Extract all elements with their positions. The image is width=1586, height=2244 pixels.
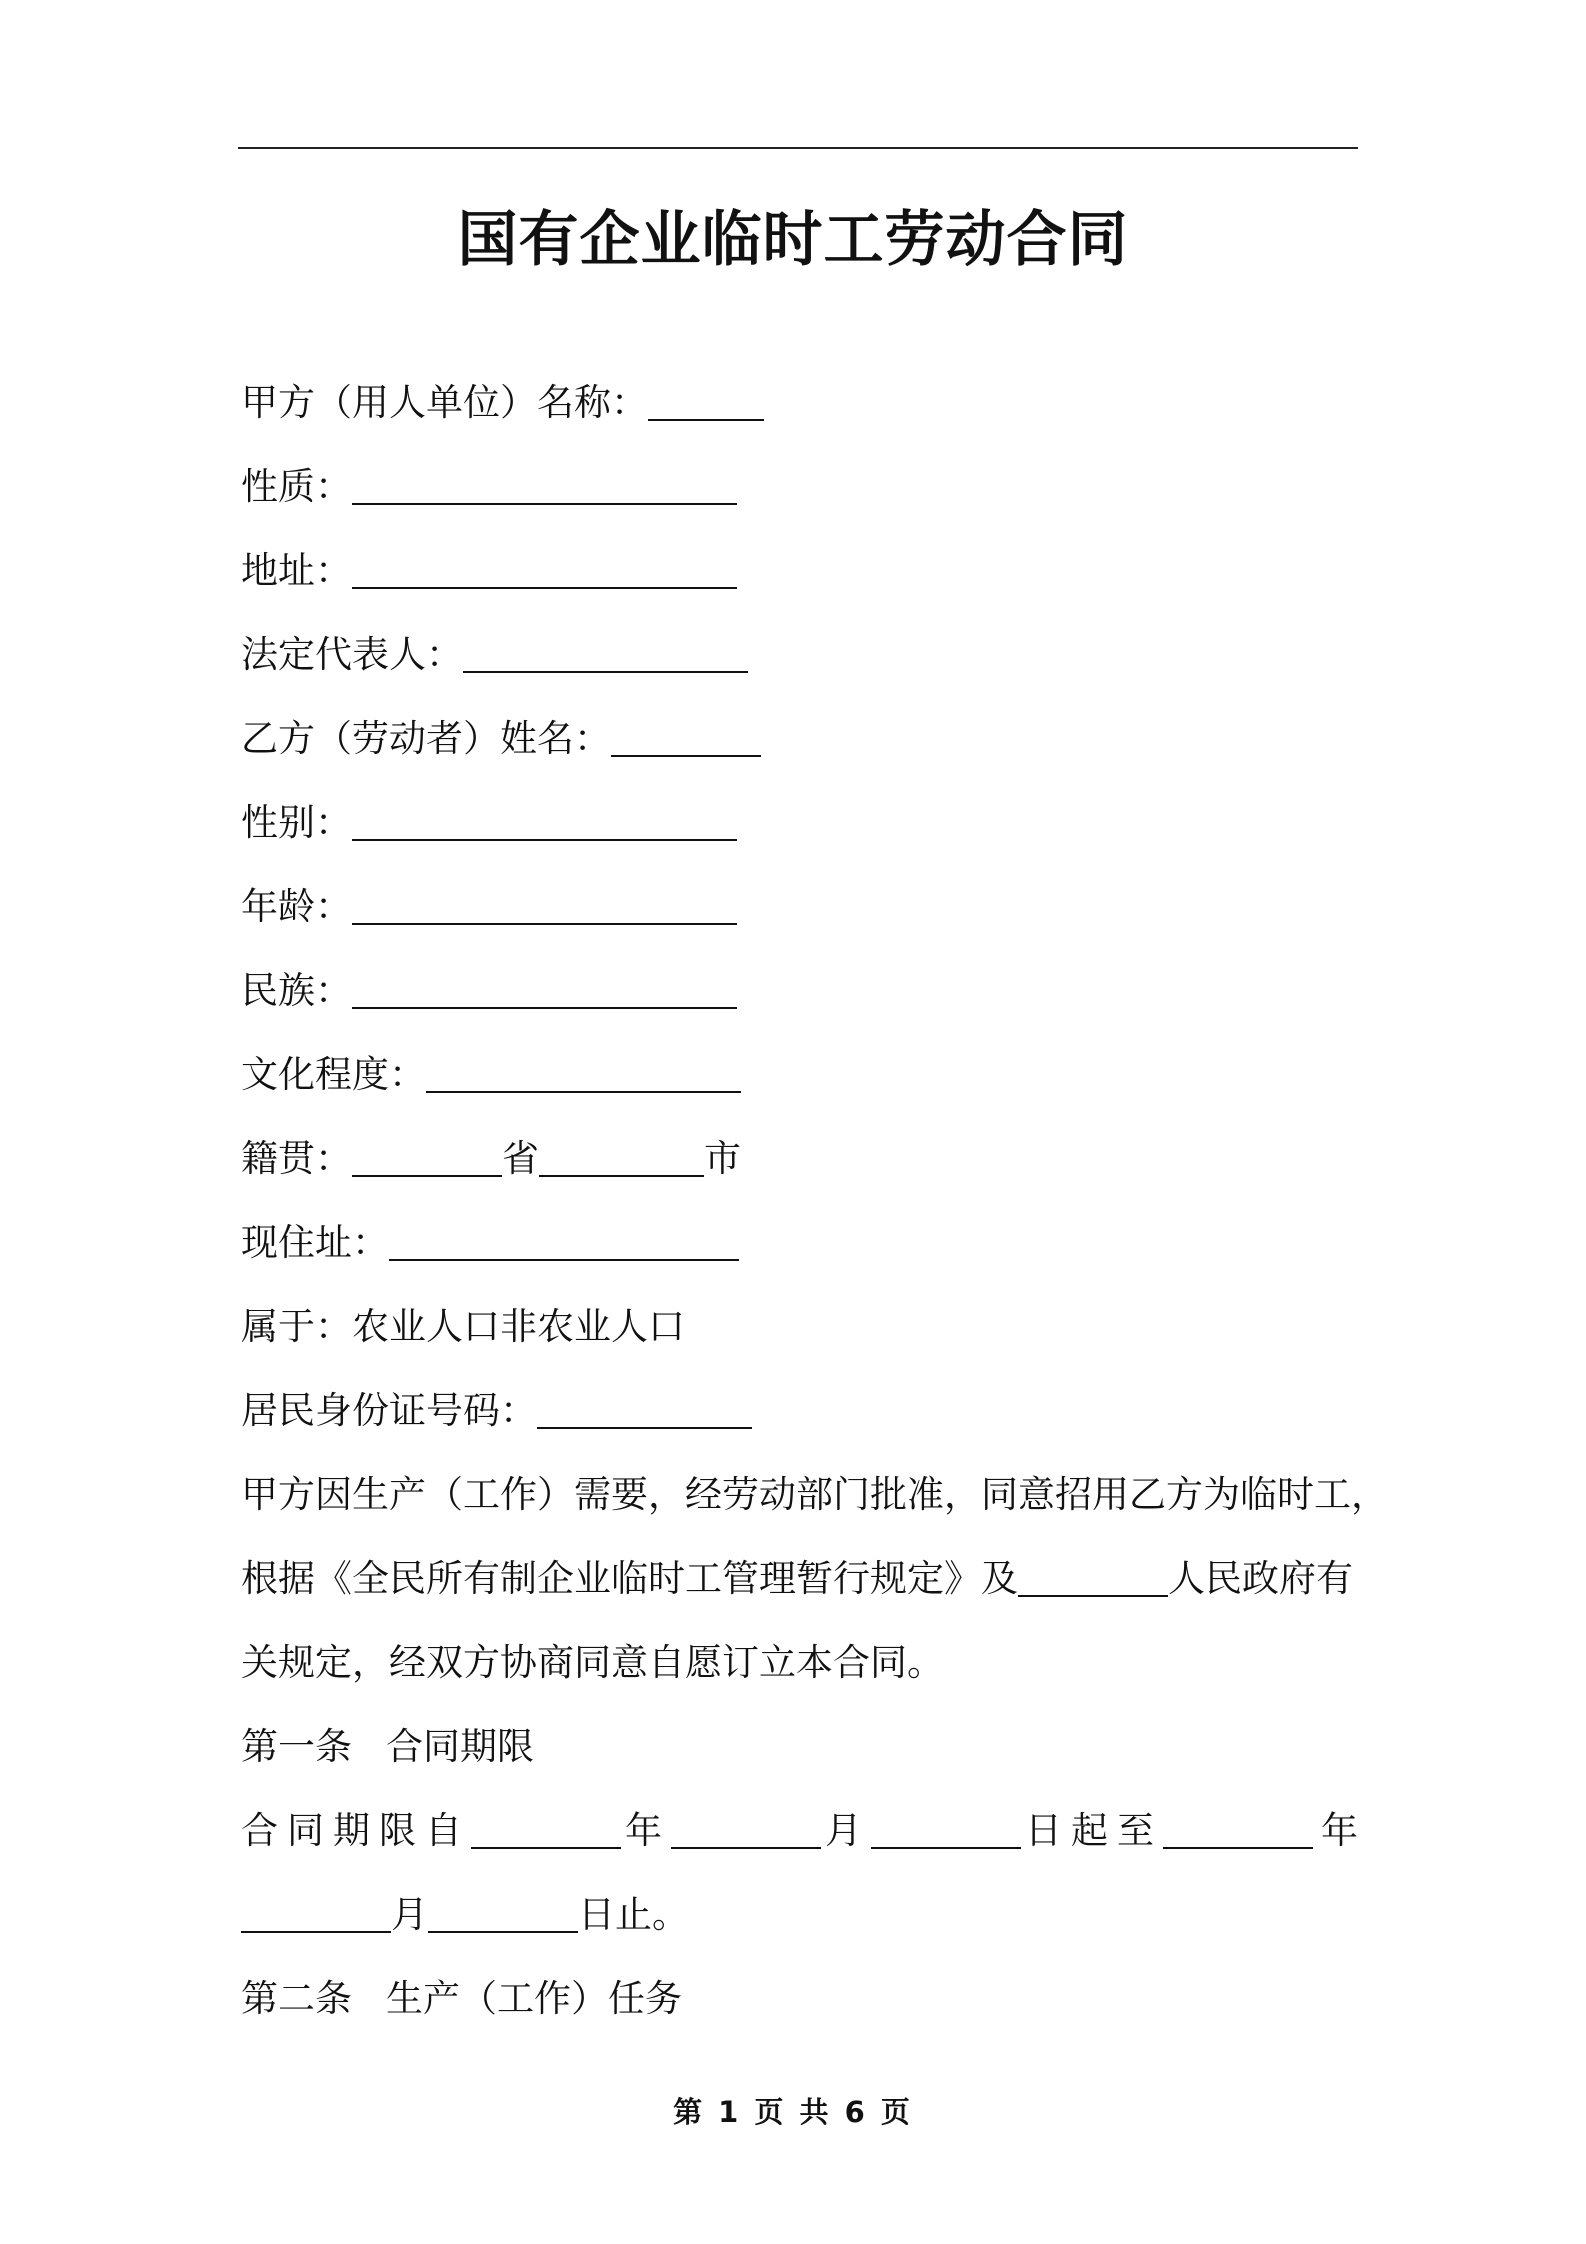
field-gender — [241, 798, 1391, 848]
blank-line — [352, 799, 737, 841]
field-label: 籍贯： — [241, 1137, 352, 1180]
article-2-heading — [241, 1974, 1391, 2024]
blank-line — [426, 1051, 741, 1093]
field-label: 乙方（劳动者）姓名： — [241, 717, 611, 760]
day-label: 日起至 — [1025, 1809, 1163, 1852]
blank-line — [463, 631, 748, 673]
month-label: 月 — [391, 1893, 428, 1936]
blank-line — [428, 1891, 578, 1933]
year-label: 年 — [625, 1809, 671, 1852]
paragraph-text: 关规定，经双方协商同意自愿订立本合同。 — [241, 1641, 944, 1684]
year-label: 年 — [1321, 1809, 1358, 1852]
article-number: 第一条 — [241, 1725, 352, 1768]
blank-line — [352, 967, 737, 1009]
blank-line — [241, 1891, 391, 1933]
field-label: 属于：农业人口非农业人口 — [241, 1305, 685, 1348]
blank-line — [1163, 1807, 1313, 1849]
blank-line — [352, 1135, 502, 1177]
field-label: 法定代表人： — [241, 633, 463, 676]
blank-line — [537, 1387, 752, 1429]
field-label: 民族： — [241, 969, 352, 1012]
intro-line-3 — [241, 1638, 1391, 1688]
paragraph-text: 合同期限自 — [241, 1809, 471, 1852]
blank-line — [1018, 1555, 1168, 1597]
blank-line — [539, 1135, 704, 1177]
city-label: 市 — [704, 1137, 741, 1180]
blank-line — [671, 1807, 821, 1849]
blank-line — [471, 1807, 621, 1849]
field-label: 甲方（用人单位）名称： — [241, 381, 648, 424]
blank-line — [648, 379, 764, 421]
field-label: 性别： — [241, 801, 352, 844]
document-title: 国有企业临时工劳动合同 — [457, 205, 1129, 275]
field-belongs — [241, 1302, 1391, 1352]
field-label: 性质： — [241, 465, 352, 508]
article-title: 合同期限 — [386, 1725, 534, 1768]
paragraph-text: 甲方因生产（工作）需要，经劳动部门批准，同意招用乙方为临时工， — [241, 1473, 1388, 1516]
blank-line — [389, 1219, 739, 1261]
page-number: 第 1 页 共 6 页 — [673, 2095, 913, 2129]
field-party-a-name — [241, 378, 1391, 428]
field-label: 现住址： — [241, 1221, 389, 1264]
field-current-address — [241, 1218, 1391, 1268]
blank-line — [611, 715, 761, 757]
paragraph-text: 人民政府有 — [1168, 1557, 1353, 1600]
field-id-number — [241, 1386, 1391, 1436]
blank-line — [352, 463, 737, 505]
field-legal-rep — [241, 630, 1391, 680]
article-1-term-line — [241, 1806, 1391, 1856]
field-age — [241, 882, 1391, 932]
field-party-b-name — [241, 714, 1391, 764]
intro-line-1 — [241, 1470, 1391, 1520]
blank-line — [352, 547, 737, 589]
article-number: 第二条 — [241, 1977, 352, 2020]
field-label: 年龄： — [241, 885, 352, 928]
header-rule — [238, 147, 1358, 149]
article-1-heading — [241, 1722, 1391, 1772]
article-1-term-line-2 — [241, 1890, 1391, 1940]
field-ethnicity — [241, 966, 1391, 1016]
paragraph-text: 根据《全民所有制企业临时工管理暂行规定》及 — [241, 1557, 1018, 1600]
field-address — [241, 546, 1391, 596]
month-label: 月 — [825, 1809, 871, 1852]
field-native-place — [241, 1134, 1391, 1184]
blank-line — [352, 883, 737, 925]
field-nature — [241, 462, 1391, 512]
field-label: 文化程度： — [241, 1053, 426, 1096]
field-label: 地址： — [241, 549, 352, 592]
blank-line — [871, 1807, 1021, 1849]
intro-line-2 — [241, 1554, 1391, 1604]
province-label: 省 — [502, 1137, 539, 1180]
field-education — [241, 1050, 1391, 1100]
article-title: 生产（工作）任务 — [386, 1977, 682, 2020]
day-label: 日止。 — [578, 1893, 689, 1936]
field-label: 居民身份证号码： — [241, 1389, 537, 1432]
